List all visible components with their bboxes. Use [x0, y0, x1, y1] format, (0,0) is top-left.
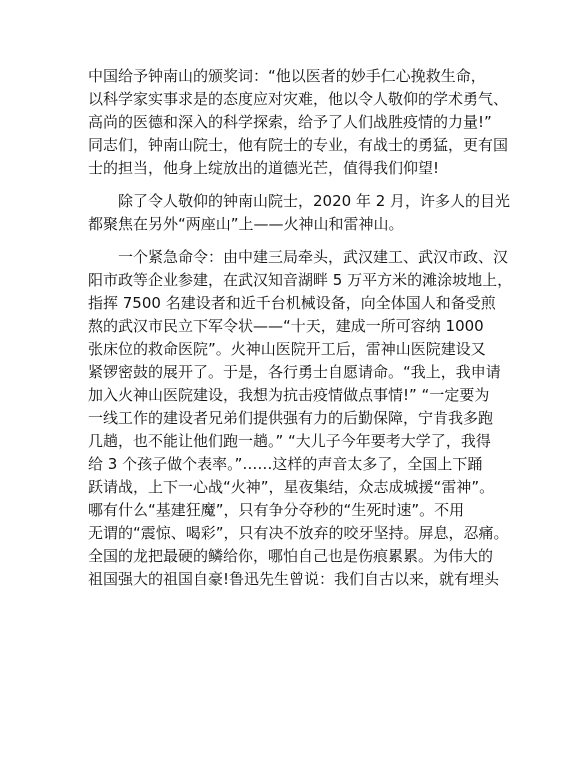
text-line: 几趟，也不能让他们跑一趟。” “大儿子今年要考大学了，我得: [88, 432, 491, 450]
text-line: 都聚焦在另外“两座山”上——火神山和雷神山。: [88, 215, 404, 233]
text-line: 给 3 个孩子做个表率。”……这样的声音太多了，全国上下踊: [88, 455, 483, 473]
text-line: 熬的武汉市民立下军令状——“十天，建成一所可容纳 1000: [88, 317, 484, 335]
text-line: 紧锣密鼓的展开了。于是，各行勇士自愿请命。“我上，我申请: [88, 363, 501, 381]
body-text: [88, 65, 513, 591]
text-line: 中国给予钟南山的颁奖词：“他以医者的妙手仁心挽救生命，: [88, 67, 486, 85]
text-line: 一个紧急命令：由中建三局牵头，武汉建工、武汉市政、汉: [118, 248, 509, 266]
text-line: 阳市政等企业参建，在武汉知音湖畔 5 万平方米的滩涂坡地上，: [88, 271, 513, 289]
paragraph-1: [88, 65, 509, 180]
text-line: 全国的龙把最硬的鳞给你，哪怕自己也是伤痕累累。为伟大的: [88, 547, 494, 565]
paragraph-3: [88, 246, 513, 591]
text-line: 以科学家实事求是的态度应对灾难，他以令人敬仰的学术勇气、: [88, 90, 509, 108]
text-line: 张床位的救命医院”。火神山医院开工后，雷神山医院建设又: [88, 340, 486, 358]
text-line: 加入火神山医院建设，我想为抗击疫情做点事情!” “一定要为: [88, 386, 490, 404]
text-line: 除了令人敬仰的钟南山院士，2020 年 2 月，许多人的目光: [118, 192, 511, 210]
text-line: 一线工作的建设者兄弟们提供强有力的后勤保障，宁肯我多跑: [88, 409, 494, 427]
text-line: 哪有什么“基建狂魔”，只有争分夺秒的“生死时速”。不用: [88, 501, 465, 519]
text-line: 同志们，钟南山院士，他有院士的专业，有战士的勇猛，更有国: [88, 136, 509, 154]
text-line: 高尚的医德和深入的科学探索，给予了人们战胜疫情的力量!”: [88, 113, 492, 131]
paragraph-2: [88, 190, 511, 236]
text-line: 指挥 7500 名建设者和近千台机械设备，向全体国人和备受煎: [88, 294, 496, 312]
text-line: 跃请战，上下一心战“火神”，星夜集结，众志成城援“雷神”。: [88, 478, 495, 496]
text-line: 祖国强大的祖国自豪!鲁迅先生曾说：我们自古以来，就有埋头: [88, 570, 500, 588]
text-line: 士的担当，他身上绽放出的道德光芒，值得我们仰望!: [88, 159, 440, 177]
text-line: 无谓的“震惊、喝彩”，只有决不放弃的咬牙坚持。屏息，忍痛。: [88, 524, 509, 542]
